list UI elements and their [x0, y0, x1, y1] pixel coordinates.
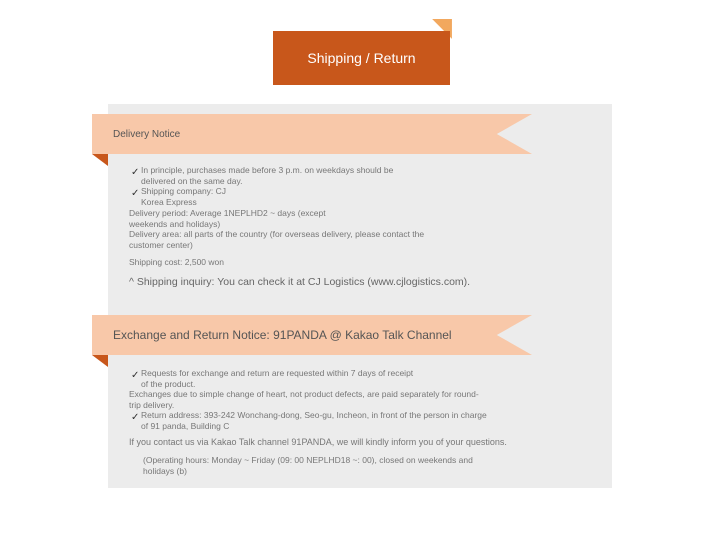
delivery-period: Delivery period: Average 1NEPLHD2 ~ days (except weekends and holidays): [129, 208, 326, 229]
exchange-notice-banner: [92, 315, 532, 355]
check-icon: ✓: [131, 167, 140, 178]
delivery-item-same-day: In principle, purchases made before 3 p.m. on weekdays should be delivered on the same day.: [141, 165, 394, 186]
delivery-notice-banner: [92, 114, 532, 154]
exchange-shipping-fee: Exchanges due to simple change of heart, not product defects, are paid separately for round- trip delivery.: [129, 389, 479, 410]
operating-hours: (Operating hours: Monday ~ Friday (09: 00 NEPLHD18 ~: 00), closed on weekends and holidays (b): [143, 455, 473, 476]
delivery-item-company: Shipping company: CJ Korea Express: [141, 186, 227, 207]
kakao-contact: If you contact us via Kakao Talk channel 91PANDA, we will kindly inform you of your questions.: [129, 437, 507, 447]
check-icon: ✓: [131, 412, 140, 423]
check-icon: ✓: [131, 370, 140, 381]
shipping-inquiry: ^ Shipping inquiry: You can check it at CJ Logistics (www.cjlogistics.com).: [129, 276, 471, 288]
check-icon: ✓: [131, 188, 140, 199]
title-label: Shipping / Return: [273, 31, 450, 85]
banner-fold: [92, 355, 108, 367]
delivery-notice-heading: Delivery Notice: [113, 128, 181, 140]
exchange-request-period: Requests for exchange and return are requested within 7 days of receipt of the product.: [141, 368, 414, 389]
shipping-cost: Shipping cost: 2,500 won: [129, 257, 224, 267]
delivery-area: Delivery area: all parts of the country (for overseas delivery, please contact the customer center): [129, 229, 425, 250]
exchange-notice-heading: Exchange and Return Notice: 91PANDA @ Kakao Talk Channel: [113, 328, 452, 342]
section-title: [273, 31, 450, 85]
banner-fold: [92, 154, 108, 166]
return-address: Return address: 393-242 Wonchang-dong, Seo-gu, Incheon, in front of the person in charge of 91 panda, Building C: [141, 410, 487, 431]
